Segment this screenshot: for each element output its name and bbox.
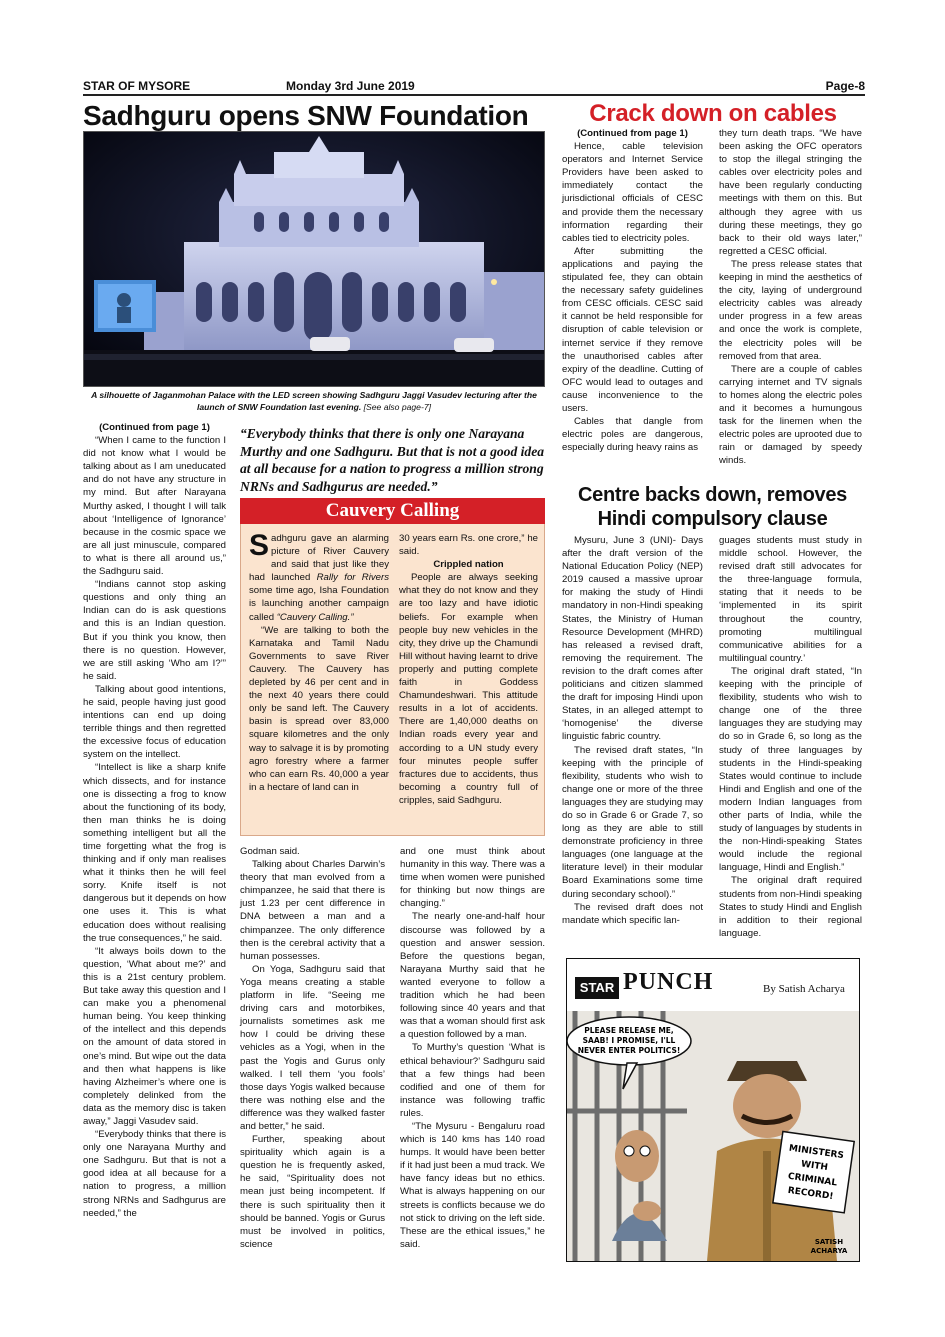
paragraph: The original draft required students from non-Hindi speaking States to study Hindi and English in addition to their regional language. (719, 875, 862, 939)
sadhguru-column-2 (240, 845, 385, 1251)
continued-label: (Continued from page 1) (577, 128, 688, 139)
paragraph: Hence, cable television operators and Internet Service Providers have been asked to immediately contact the jurisdictional officials of CESC and provide them the necessary information regarding their cables tied to electricity poles. (562, 141, 703, 244)
cables-column-2 (719, 127, 862, 467)
paragraph: “Everybody thinks that there is only one Narayana Murthy and one Sadhguru. But that is not a good idea at all because for a nation to progress, a million strong NRNs and Sadhgurus are needed,” the (83, 1129, 226, 1219)
paragraph (249, 529, 389, 624)
paragraph: and one must think about humanity in this way. There was a time when women were punished for thinking but now things are changing.” (400, 846, 545, 910)
photo-caption (83, 389, 545, 413)
paragraph: The press release states that keeping in mind the aesthetics of the city, laying of underground electricity cables was already under progress in a few areas and once the work is complete, the electricity poles will be removed from that area. (719, 258, 862, 362)
bubble-line-2: SAAB! I PROMISE, I'LL (582, 1036, 676, 1045)
cables-headline: Crack down on cables (589, 100, 837, 127)
punch-label: PUNCH (623, 969, 714, 995)
sadhguru-column-3 (400, 845, 545, 1251)
star-label: STAR (575, 977, 619, 999)
paragraph: guages students must study in middle school. However, the revised draft still advocates for the three-language formula, stating that it needs to be ‘implemented in its spirit throughout the country, promoting multilingual communicative abilities for a multilingual country.’ (719, 535, 862, 664)
paper-name: STAR OF MYSORE (83, 79, 191, 93)
paragraph: To Murthy’s question ‘What is ethical behaviour?’ Sadhguru said that a few things had been codified and one of them for instance was following traffic rules. (400, 1042, 545, 1119)
palace-photo (83, 131, 545, 387)
paragraph: “We are talking to both the Karnataka and Tamil Nadu Governments to save River Cauvery. The Cauvery has depleted by 46 per cent and in the next 40 years there could only be sand left. The Cauvery basin is spread over 83,000 square kilometres and the only way to salvage it is by promoting agro forestry where a farmer who can earn Rs. 40,000 a year in a hectare of land can in (249, 624, 389, 793)
paragraph: The original draft stated, “In keeping with the principle of flexibility, students who wish to change one of the three languages they are studying may do so in Grade 6, so long as the study of three languages by students in the Hindi-speaking States would continue to include Hindi and English and one of the modern Indian languages from other parts of India, while the study of languages by students in the non-Hindi-speaking States would include the regional language, Hindi and English.” (719, 665, 862, 874)
paragraph: After submitting the applications and paying the stipulated fee, they can obtain the necessary safety guidelines from CESC officials. CESC said it cannot be held responsible for disruption of cable television or internet service if they remove the unauthorised cables after expiry of the deadline. Cutting of OFC would lead to outages and cause inconvenience to the users. (562, 245, 703, 414)
paragraph: People are always seeking what they do not know and they are too lazy and have idiotic beliefs. For example when people buy new vehicles in the city, they drive up the Chamundi Hill without having learnt to drive properly and putting complete faith in Goddess Chamundeshwari. This attitude results in a lot of accidents. There are 1,40,000 deaths on Indian roads every year and according to a UN study every four minutes people suffer fractures due to accidents, thus becoming a country full of cripples, said Sadhguru. (399, 572, 538, 806)
text-run: some time ago, Isha Foundation is launching another campaign called (249, 585, 389, 623)
caption-text: A silhouette of Jaganmohan Palace with the LED screen showing Sadhguru Jaggi Vasudev lecturing after the launch of SNW Foundation last evening. (91, 390, 537, 412)
paragraph: “It always boils down to the question, ‘What about me?’ and this is a 21st century problem. But take away this question and I can make you a phenomenal human being. You keep thinking of the intellect and this depends on the amount of data stored in one’s mind. But wipe out the data and then what happens is like having Alzheimer’s where one is completely delinked from the data as the memory disc is taken away,” Jaggi Vasudev said. (83, 945, 226, 1127)
masthead (83, 78, 865, 96)
caption-ref: [See also page-7] (363, 402, 431, 412)
cauvery-title: Cauvery Calling (240, 498, 545, 524)
bubble-line-3: NEVER ENTER POLITICS! (577, 1046, 681, 1055)
text-run: Rally for Rivers (316, 572, 389, 584)
hindi-headline-line-1: Centre backs down, removes (578, 484, 847, 506)
paragraph: “Indians cannot stop asking questions and only thing an Indian can do is ask questions and this is an Indian question. But if you think you know, then there is no question. However, we are still asking ‘Who am I?’” he said. (83, 579, 226, 682)
palace-illustration (84, 132, 545, 387)
paragraph: “Intellect is like a sharp knife which dissects, and for instance one is dissecting a frog to know about the functioning of its body, then man thinks he is doing something intelligent but all the time forgetting what the frog is thinking and if only man realises what it thinks then he will feel sorry. Knife itself is not dangerous but it depends on how one uses it. This is what education does without realising the true consequences,” he said. (83, 762, 226, 944)
paragraph: The revised draft does not mandate which specific lan- (562, 901, 703, 926)
paragraph: Further, speaking about spirituality which again is a question he is frequently asked, he said, “Spirituality does not mean just being incompetent. If there is such spirituality then it should be banned. Yogis or Gurus must be involved in politics, science (240, 1134, 385, 1250)
cauvery-column-2 (399, 532, 538, 807)
paragraph: On Yoga, Sadhguru said that Yoga means creating a stable platform in life. “Seeing me driving cars and motorbikes, journalists sometimes ask me how I could be driving these vehicles as a Yogi, when in the past the Yogis and Gurus only walked. I tell them ‘you fools’ those days Yogis walked because there was nothing else and the difference was they walked faster and better,” he said. (240, 963, 385, 1132)
page-number: Page-8 (825, 79, 865, 93)
paragraph: 30 years earn Rs. one crore,” he said. (399, 533, 538, 558)
cables-column-1 (562, 127, 703, 454)
hindi-column-1 (562, 534, 703, 927)
pull-quote: “Everybody thinks that there is only one Narayana Murthy and one Sadhguru. But that is not a good idea at all because for a nation to progress a million strong NRNs and Sadhgurus are needed.” (240, 426, 545, 494)
issue-date: Monday 3rd June 2019 (286, 79, 415, 93)
continued-label: (Continued from page 1) (99, 422, 210, 433)
drop-cap: S (249, 529, 270, 562)
paragraph: Talking about good intentions, he said, people having just good intentions can end up doing terrible things and then regretted the excessive focus of education system on the intellect. (83, 683, 226, 761)
paragraph: they turn death traps. “We have been asking the OFC operators to stop the illegal stringing the cables over electricity poles and have been regularly conducting meetings with them on this. But although they agree with us during these meetings, they go back to their old ways later,” regretted a CESC official. (719, 128, 862, 257)
paragraph: Cables that dangle from electric poles are dangerous, especially during heavy rains as (562, 416, 703, 454)
paragraph: The nearly one-and-half hour discourse was followed by a question and answer session. Before the questions began, Narayana Murthy said that he wanted everyone to follow a tradition which he had been following since 40 years and that was that a woman should first ask a question followed by a man. (400, 911, 545, 1041)
sign-line-4: RECORD! (787, 1185, 834, 1203)
subheading: Crippled nation (433, 559, 504, 571)
paragraph: There are a couple of cables carrying internet and TV signals to homes along the electric poles and it becomes a humungous task for the linemen when the electric poles are uprooted due to rain or damaged by speedy winds. (719, 363, 862, 467)
star-punch-cartoon (566, 958, 860, 1262)
sign-line-1: MINISTERS (788, 1143, 845, 1162)
sadhguru-column-1 (83, 421, 226, 1220)
cartoon-illustration (567, 1011, 859, 1261)
signature-line-2: ACHARYA (810, 1247, 848, 1255)
sign-line-3: CRIMINAL (787, 1171, 838, 1189)
sadhguru-headline: Sadhguru opens SNW Foundation (83, 100, 529, 131)
cartoon-byline: By Satish Acharya (763, 983, 845, 995)
hindi-column-2 (719, 534, 862, 940)
bubble-line-1: PLEASE RELEASE ME, (584, 1026, 674, 1035)
cauvery-column-1 (249, 529, 389, 794)
hindi-headline-line-2: Hindi compulsory clause (597, 508, 828, 530)
signature-line-1: SATISH (814, 1238, 844, 1246)
paragraph: The revised draft states, “In keeping with the principle of flexibility, students who wish to change one or more of the three languages they are studying may do so in Grade 6 or Grade 7, so long as they are able to still demonstrate proficiency in three languages (one language at the literature level) in their modular Board Examinations some time during secondary school).” (562, 744, 703, 900)
text-run: “Cauvery Calling.” (276, 611, 354, 623)
paragraph: Talking about Charles Darwin’s theory that man evolved from a chimpanzee, he said that there is just 1.23 per cent difference in DNA between a man and a chimpanzee. The only difference then is the cerebral activity that a human possesses. (240, 859, 385, 962)
paragraph: Godman said. (240, 846, 300, 857)
hindi-headline (560, 483, 865, 531)
sign-line-2: WITH (800, 1159, 829, 1174)
text-run: adhguru gave an alarming picture of River Cauvery and said that just like they had launched (249, 533, 389, 584)
paragraph: “When I came to the function I did not know what I would be talking about as I am uneducated and do not have any structure in my mind. But after Narayana Murthy asked, I thought I will talk about ‘Intelligence of Ignorance’ because in the cosmic space we are all just minuscule, compared to what is there all around us,” the Sadhguru said. (83, 435, 226, 578)
paragraph: Mysuru, June 3 (UNI)- Days after the draft version of the National Education Policy (NEP) 2019 caused a massive uproar for making the study of Hindi mandatory in non-Hindi speaking States, the Ministry of Human Resource Development (MHRD) has released a revised draft, removing the requirement. The revision to the draft comes after politicians and citizen slammed the draft for imposing Hindi upon States, in an alleged attempt to ‘homogenise’ the diverse linguistic fabric country. (562, 535, 703, 743)
paragraph: “The Mysuru - Bengaluru road which is 140 kms has 140 road humps. It would have been better if it had just been a mud track. We have fancy ideas but no ethics. What is always happening on our streets is conflicts because we do not stick to driving on the left side. These are the ethical issues,” he said. (400, 1120, 545, 1250)
